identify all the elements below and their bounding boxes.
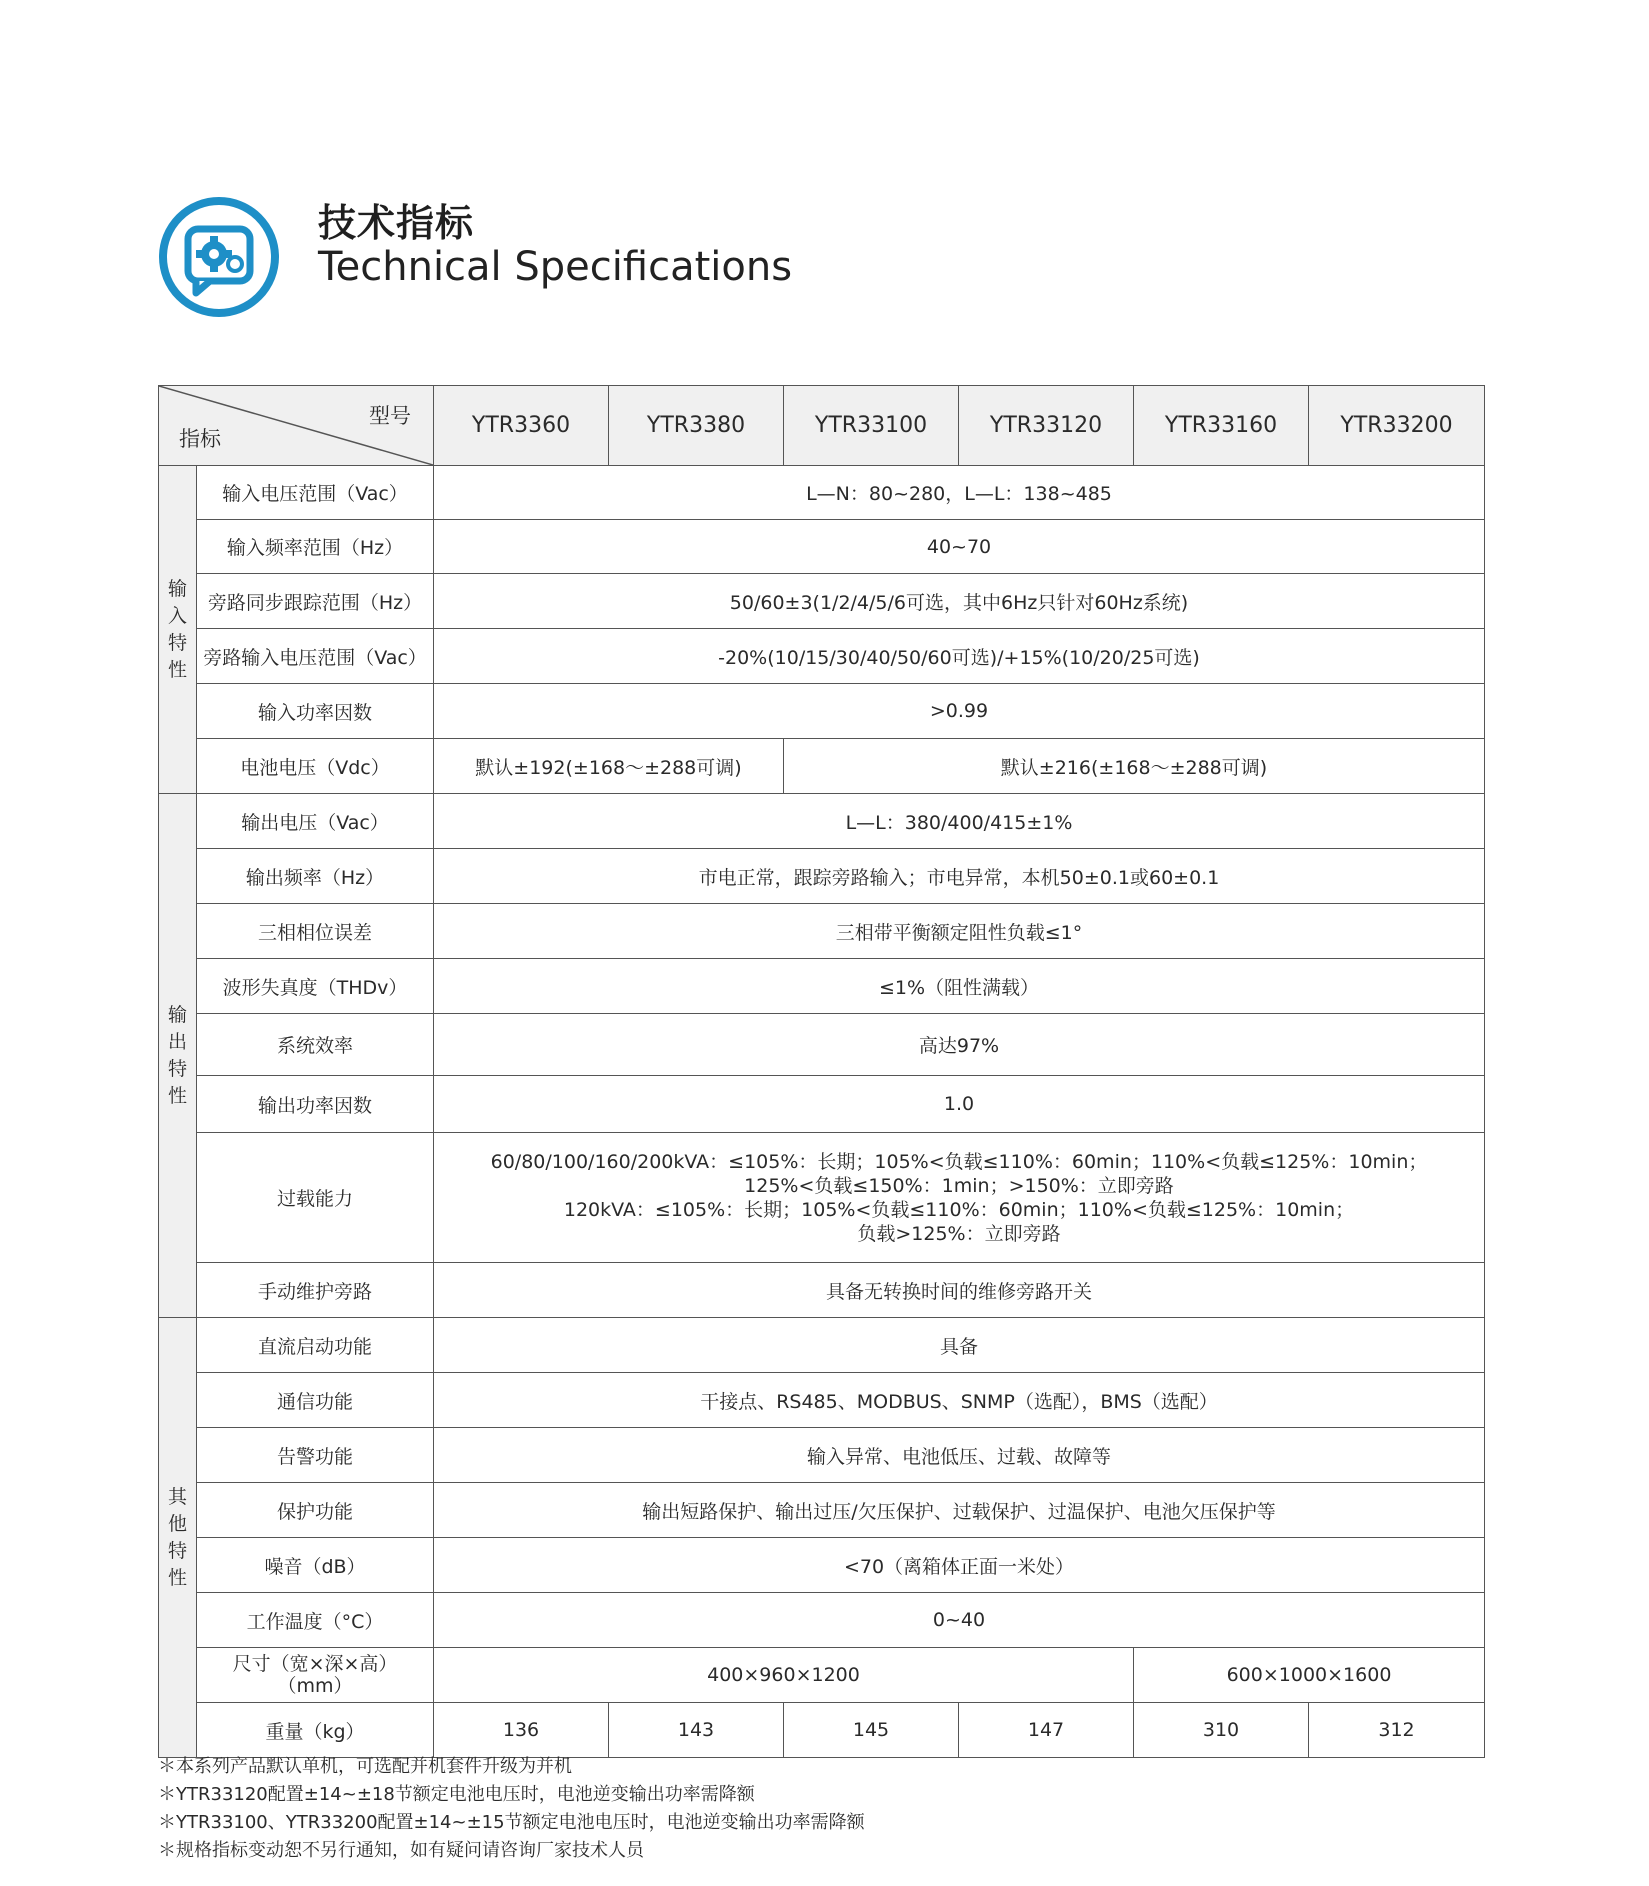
table-row [159, 849, 1485, 904]
table-row [159, 574, 1485, 629]
row-label: 告警功能 [197, 1428, 434, 1483]
weight-value: 145 [784, 1703, 959, 1758]
row-label [197, 1648, 434, 1703]
row-label: 波形失真度（THDv） [197, 959, 434, 1014]
row-value: 40~70 [434, 520, 1485, 574]
row-label: 输出电压（Vac） [197, 794, 434, 849]
row-label: 旁路同步跟踪范围（Hz） [197, 574, 434, 629]
table-row [159, 1703, 1485, 1758]
size-label-line: （mm） [277, 1675, 353, 1697]
table-row [159, 1133, 1485, 1263]
section-header [158, 192, 1058, 322]
group-input-label: 输 入 特 性 [159, 466, 197, 794]
overload-line: 125%<负载≤150%：1min；>150%：立即旁路 [744, 1174, 1174, 1197]
weight-value: 136 [434, 1703, 609, 1758]
table-row [159, 1014, 1485, 1076]
table-row [159, 1593, 1485, 1648]
weight-value: 143 [609, 1703, 784, 1758]
group-output-label: 输 出 特 性 [159, 794, 197, 1318]
footnote: ＊规格指标变动恕不另行通知，如有疑问请咨询厂家技术人员 [158, 1840, 644, 1861]
footnote: ＊本系列产品默认单机，可选配并机套件升级为并机 [158, 1756, 572, 1777]
row-value: 输入异常、电池低压、过载、故障等 [434, 1428, 1485, 1483]
row-label: 输入频率范围（Hz） [197, 520, 434, 574]
row-value: 1.0 [434, 1076, 1485, 1133]
row-value: 默认±216(±168～±288可调) [784, 739, 1485, 794]
table-row [159, 1648, 1485, 1703]
overload-value [434, 1133, 1485, 1263]
row-label: 过载能力 [197, 1133, 434, 1263]
footnote: ＊YTR33120配置±14~±18节额定电池电压时，电池逆变输出功率需降额 [158, 1784, 755, 1805]
table-header-row [159, 386, 1485, 466]
model-header: YTR3360 [434, 386, 609, 466]
row-label: 三相相位误差 [197, 904, 434, 959]
row-value: 输出短路保护、输出过压/欠压保护、过载保护、过温保护、电池欠压保护等 [434, 1483, 1485, 1538]
table-row [159, 904, 1485, 959]
table-row [159, 1076, 1485, 1133]
row-value: -20%(10/15/30/40/50/60可选)/+15%(10/20/25可选) [434, 629, 1485, 684]
table-row [159, 1538, 1485, 1593]
row-label: 系统效率 [197, 1014, 434, 1076]
row-value: 高达97% [434, 1014, 1485, 1076]
model-header: YTR33100 [784, 386, 959, 466]
table-row [159, 794, 1485, 849]
corner-item-label: 指标 [179, 427, 221, 451]
page-subtitle: Technical Specifications [318, 244, 793, 290]
row-value: 600×1000×1600 [1134, 1648, 1485, 1703]
row-label: 手动维护旁路 [197, 1263, 434, 1318]
row-value: >0.99 [434, 684, 1485, 739]
table-row [159, 629, 1485, 684]
row-label: 输入功率因数 [197, 684, 434, 739]
row-label: 直流启动功能 [197, 1318, 434, 1373]
overload-line: 60/80/100/160/200kVA：≤105%：长期；105%<负载≤110%：60min；110%<负载≤125%：10min； [490, 1150, 1428, 1173]
row-label: 工作温度（°C） [197, 1593, 434, 1648]
row-label: 旁路输入电压范围（Vac） [197, 629, 434, 684]
group-other-label: 其 他 特 性 [159, 1318, 197, 1758]
table-row [159, 1263, 1485, 1318]
page-title: 技术指标 [318, 201, 475, 245]
row-value: ≤1%（阻性满载） [434, 959, 1485, 1014]
table-row [159, 466, 1485, 520]
row-label: 保护功能 [197, 1483, 434, 1538]
corner-cell [159, 386, 434, 466]
row-value: 具备无转换时间的维修旁路开关 [434, 1263, 1485, 1318]
row-value: 50/60±3(1/2/4/5/6可选，其中6Hz只针对60Hz系统) [434, 574, 1485, 629]
model-header: YTR33120 [959, 386, 1134, 466]
row-value: L—L：380/400/415±1% [434, 794, 1485, 849]
table-row [159, 520, 1485, 574]
overload-line: 120kVA：≤105%：长期；105%<负载≤110%：60min；110%<负载≤125%：10min； [563, 1198, 1355, 1221]
row-value: <70（离箱体正面一米处） [434, 1538, 1485, 1593]
row-value: 0~40 [434, 1593, 1485, 1648]
corner-model-label: 型号 [369, 404, 411, 428]
overload-line: 负载>125%：立即旁路 [857, 1222, 1061, 1245]
model-header: YTR3380 [609, 386, 784, 466]
row-label: 通信功能 [197, 1373, 434, 1428]
row-value: 400×960×1200 [434, 1648, 1134, 1703]
table-row [159, 1373, 1485, 1428]
row-label: 输出频率（Hz） [197, 849, 434, 904]
row-label: 输出功率因数 [197, 1076, 434, 1133]
table-row [159, 1318, 1485, 1373]
model-header: YTR33160 [1134, 386, 1309, 466]
table-row [159, 739, 1485, 794]
row-value: 市电正常，跟踪旁路输入；市电异常，本机50±0.1或60±0.1 [434, 849, 1485, 904]
row-label: 输入电压范围（Vac） [197, 466, 434, 520]
row-value: 干接点、RS485、MODBUS、SNMP（选配），BMS（选配） [434, 1373, 1485, 1428]
model-header: YTR33200 [1309, 386, 1485, 466]
row-value: L—N：80~280，L—L：138~485 [434, 466, 1485, 520]
row-value: 默认±192(±168～±288可调) [434, 739, 784, 794]
row-label: 重量（kg） [197, 1703, 434, 1758]
spec-table [158, 385, 1485, 1758]
row-label: 噪音（dB） [197, 1538, 434, 1593]
footnote: ＊YTR33100、YTR33200配置±14~±15节额定电池电压时，电池逆变输出功率需降额 [158, 1812, 865, 1833]
row-value: 具备 [434, 1318, 1485, 1373]
table-row [159, 1483, 1485, 1538]
weight-value: 310 [1134, 1703, 1309, 1758]
gear-screen-icon [158, 196, 280, 318]
weight-value: 147 [959, 1703, 1134, 1758]
footnotes [158, 1753, 865, 1865]
table-row [159, 959, 1485, 1014]
size-label-line: 尺寸（宽×深×高） [232, 1653, 398, 1675]
row-value: 三相带平衡额定阻性负载≤1° [434, 904, 1485, 959]
table-row [159, 684, 1485, 739]
table-row [159, 1428, 1485, 1483]
weight-value: 312 [1309, 1703, 1485, 1758]
row-label: 电池电压（Vdc） [197, 739, 434, 794]
